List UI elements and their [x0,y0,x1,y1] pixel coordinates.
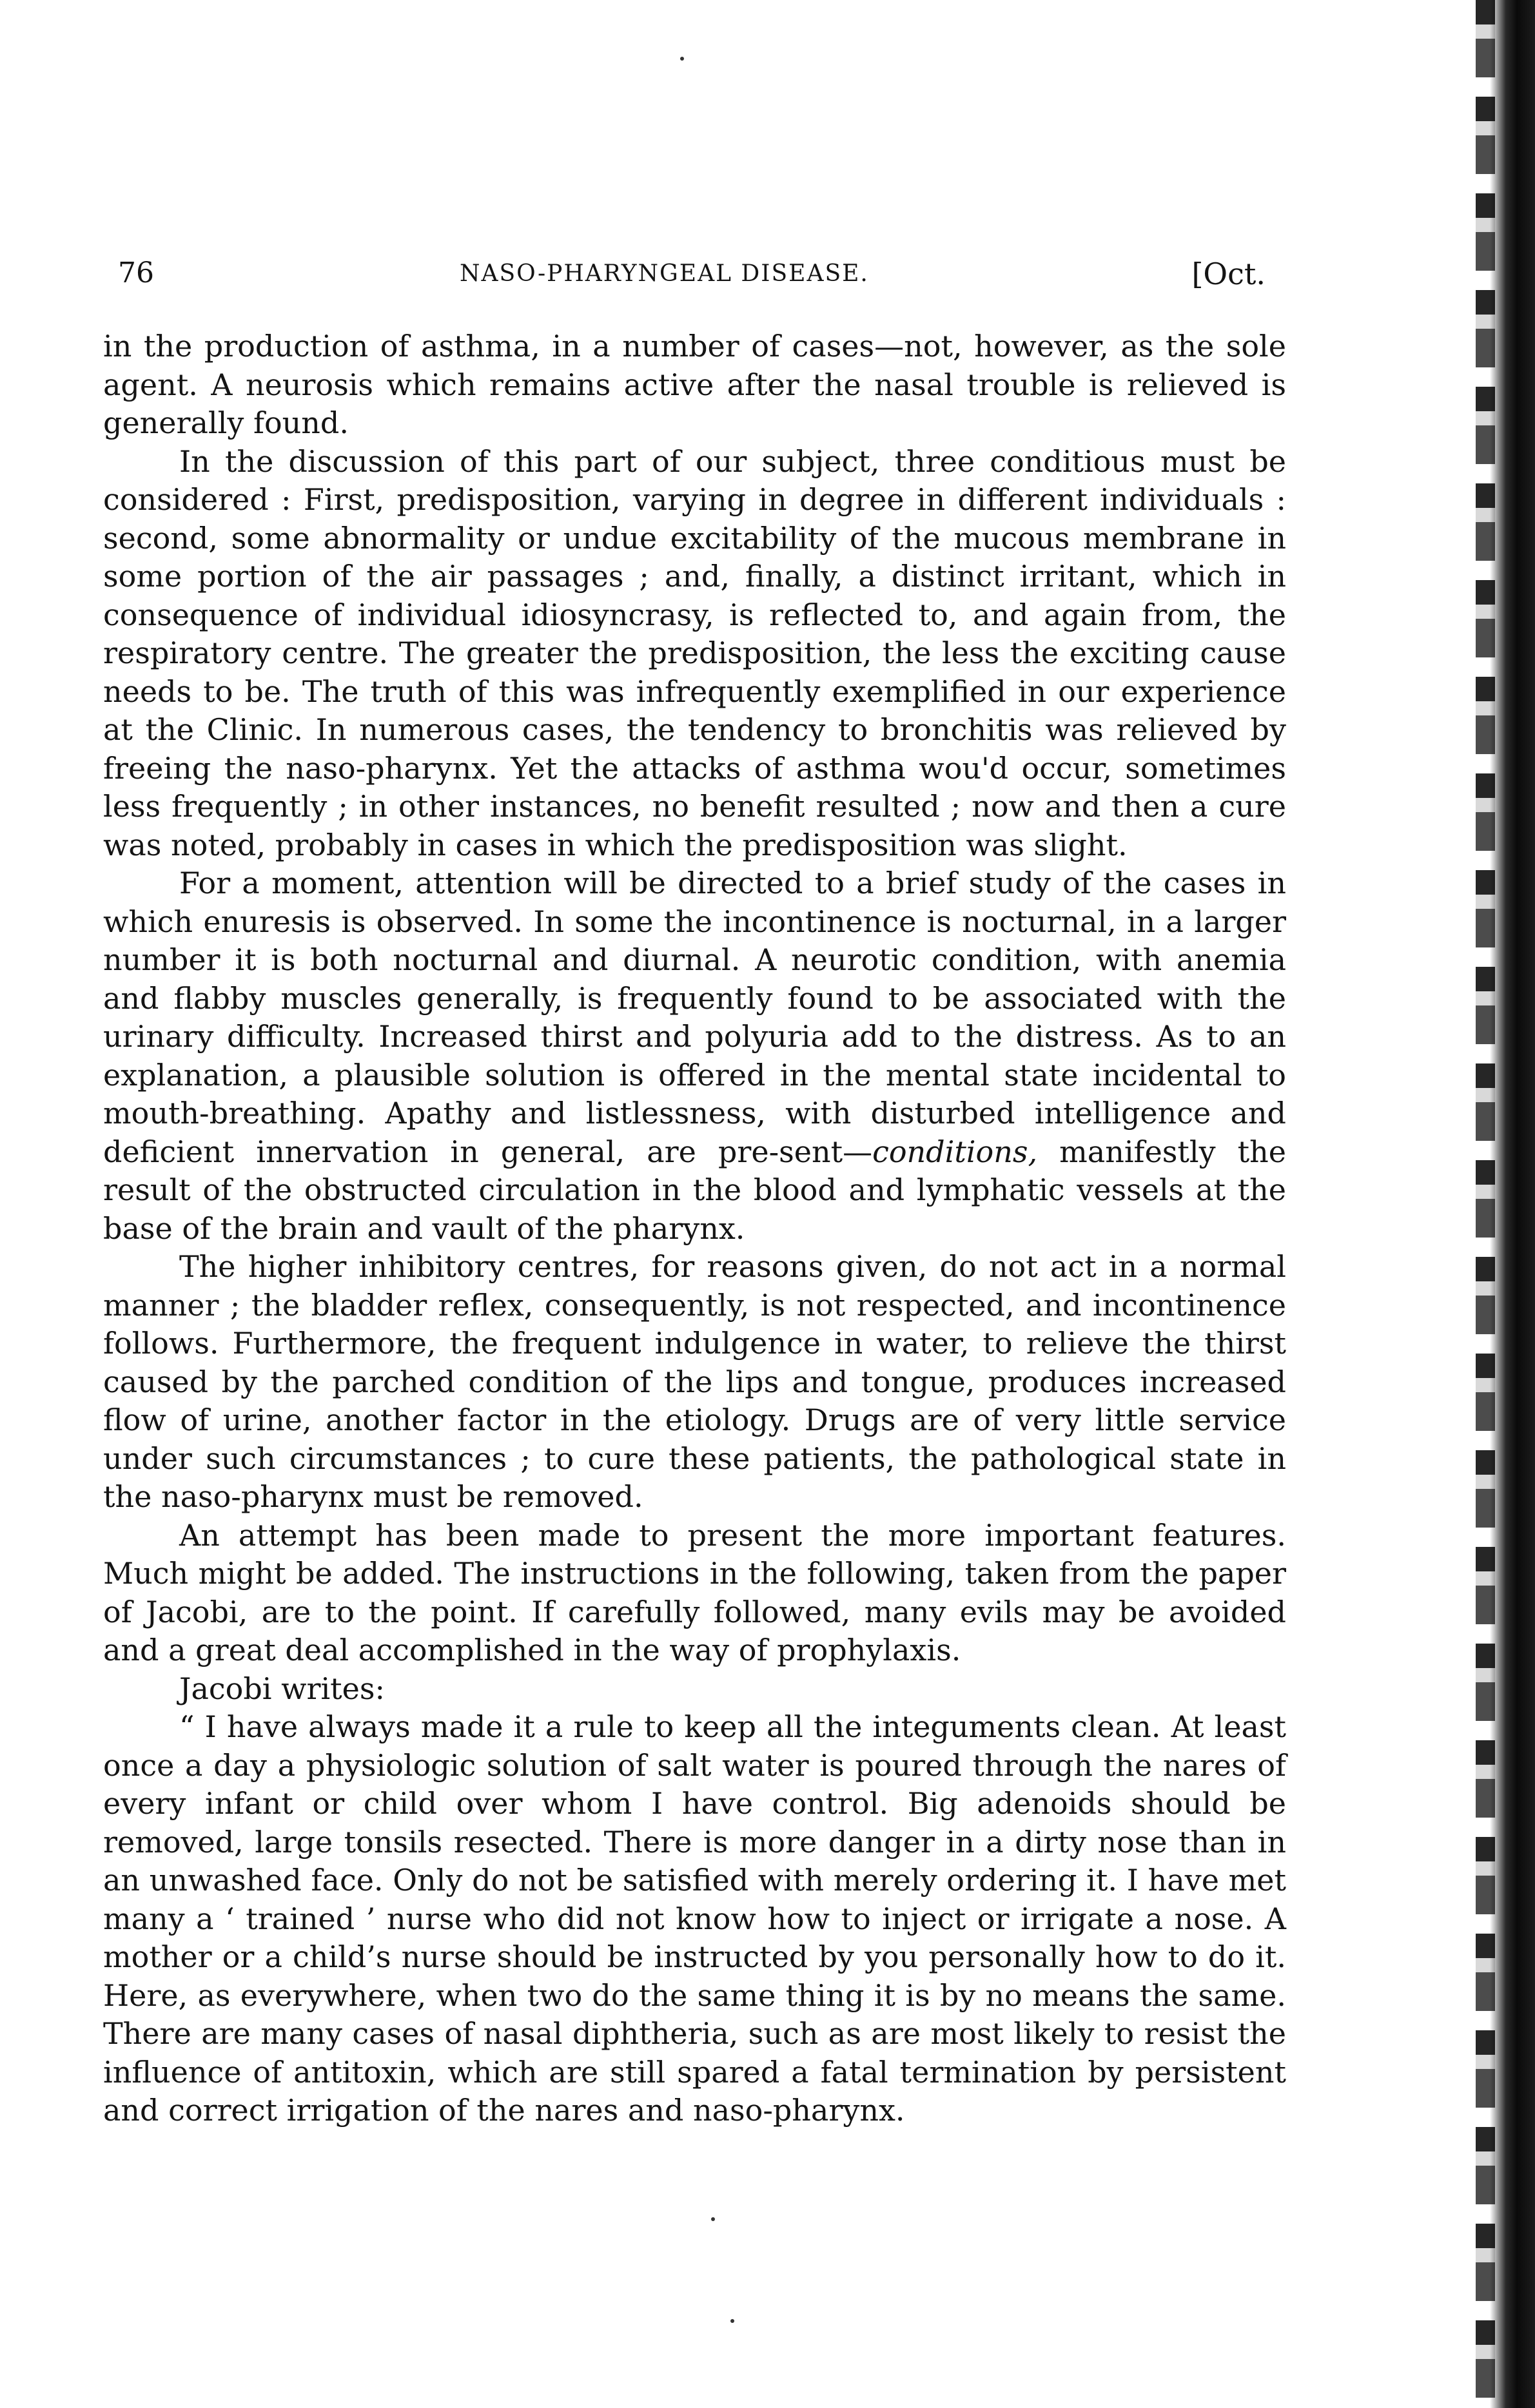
paragraph-inhibitory-centres: The higher inhibitory centres, for reasons given, do not act in a normal manner ; the bladder reflex, consequently, is not respected, and incontinence follows. Furthermore, the frequent indulgence in water, to relieve the thirst caused by the parched condition of the lips and tongue, produces increased flow of urine, another factor in the etiology. Drugs are of very little service under such circumstances ; to cure these patients, the pathological state in the naso-pharynx must be removed. [103,1249,1286,1514]
paragraph-jacobi-quote: “ I have always made it a rule to keep all the integuments clean. At least once a day a physiologic solution of salt water is poured through the nares of every infant or child over whom I have control. Big adenoids should be removed, large tonsils resected. There is more danger in a dirty nose than in an unwashed face. Only do not be satisfied with merely ordering it. I have met many a ‘ trained ’ nurse who did not know how to inject or irrigate a nose. A mother or a child’s nurse should be instructed by you personally how to do it. Here, as everywhere, when two do the same thing it is by no means the same. There are many cases of nasal diphtheria, such as are most likely to resist the influence of antitoxin, which are still spared a fatal termination by persistent and correct irrigation of the nares and naso-pharynx. [103,1709,1286,2128]
binding-edge-shadow [1490,0,1535,2408]
article-body [103,327,1286,2130]
page-header [118,257,1266,295]
paragraph-enuresis-cont: sent— [779,1134,873,1169]
italic-conditions: conditions, [872,1134,1038,1169]
issue-month: [Oct. [1191,257,1266,291]
scan-speck [730,2319,734,2323]
paragraph-enuresis-end: manifestly the result of the obstructed circulation in the blood and lymphatic vessels at the base of the brain and vault of the pharynx. [103,1134,1286,1246]
paragraph-predisposition: In the discussion of this part of our subject, three conditious must be considered : First, predisposition, varying in degree in different individuals : second, some abnormality or undue excitability of the mucous membrane in some portion of the air passages ; and, finally, a distinct irritant, which in consequence of individual idiosyncrasy, is reflected to, and again from, the respiratory centre. The greater the predisposition, the less the exciting cause needs to be. The truth of this was infrequently exemplified in our experience at the Clinic. In numerous cases, the tendency to bronchitis was relieved by freeing the naso-pharynx. Yet the attacks of asthma wou'd occur, sometimes less frequently ; in other instances, no benefit resulted ; now and then a cure was noted, probably in cases in which the predisposition was slight. [103,443,1286,862]
running-head: NASO-PHARYNGEAL DISEASE. [460,260,869,287]
scan-speck [680,57,684,61]
paragraph-continued: in the production of asthma, in a number of cases—not, however, as the sole agent. A neurosis which remains active after the nasal trouble is relieved is generally found. [103,329,1286,440]
page-number: 76 [118,257,154,289]
paragraph-jacobi-intro: Jacobi writes: [179,1671,385,1706]
paragraph-enuresis [103,864,1286,1248]
paragraph-prophylaxis: An attempt has been made to present the more important features. Much might be added. The instructions in the following, taken from the paper of Jacobi, are to the point. If carefully followed, many evils may be avoided and a great deal accomplished in the way of prophylaxis. [103,1517,1286,1667]
paragraph-enuresis-text: For a moment, attention will be directed to a brief study of the cases in which enuresis is observed. In some the incontinence is nocturnal, in a larger number it is both nocturnal and diurnal. A neurotic condition, with anemia and flabby muscles generally, is frequently found to be associated with the urinary difficulty. Increased thirst and polyuria add to the distress. As to an explanation, a plausible solution is offered in the mental state incidental to mouth-breathing. Apathy and listlessness, with disturbed intelligence and deficient innervation in general, are pre- [103,866,1286,1169]
scan-speck [711,2217,715,2221]
